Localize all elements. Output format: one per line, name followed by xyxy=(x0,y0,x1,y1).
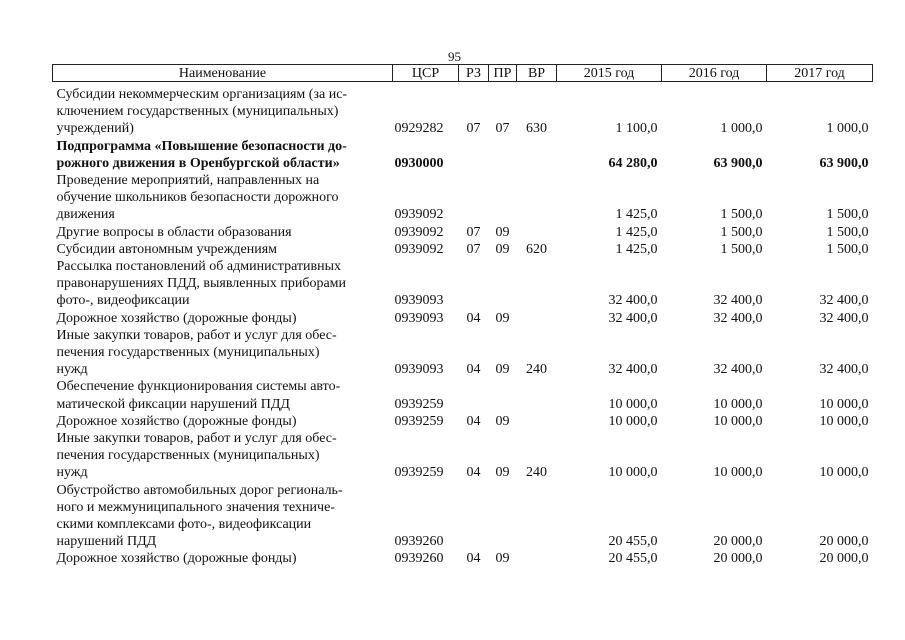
cell-pr: 09 xyxy=(495,465,510,481)
cell-2017: 32 400,0 xyxy=(819,293,869,309)
cell-2015: 10 000,0 xyxy=(608,396,658,412)
cell-vr xyxy=(517,550,557,567)
cell-vr xyxy=(517,224,557,241)
cell-csr: 0939260 xyxy=(394,534,444,550)
table-row xyxy=(53,224,873,241)
cell-name: Дорожное хозяйство (дорожные фонды) xyxy=(56,551,297,567)
table-row xyxy=(53,258,873,310)
cell-pr: 09 xyxy=(495,413,510,429)
cell-name: Обеспечение функционирования системы авто- матической фиксации нарушений ПДД xyxy=(56,379,341,412)
cell-rz xyxy=(459,138,489,172)
cell-2017: 10 000,0 xyxy=(819,396,869,412)
cell-pr xyxy=(489,138,517,172)
cell-csr: 0939092 xyxy=(394,224,444,240)
header-csr: ЦСР xyxy=(393,65,459,82)
cell-2017: 1 500,0 xyxy=(826,241,869,257)
table-row xyxy=(53,550,873,567)
cell-rz: 04 xyxy=(466,362,481,378)
cell-pr: 09 xyxy=(495,362,510,378)
cell-vr xyxy=(517,172,557,224)
cell-2015: 32 400,0 xyxy=(608,293,658,309)
cell-rz: 04 xyxy=(466,465,481,481)
cell-2016: 10 000,0 xyxy=(713,465,763,481)
header-vr: ВР xyxy=(517,65,557,82)
cell-pr: 09 xyxy=(495,310,510,326)
cell-csr: 0939092 xyxy=(394,241,444,257)
cell-name: Проведение мероприятий, направленных на обучение школьников безопасности дорожного движения xyxy=(56,173,339,223)
cell-2016: 1 500,0 xyxy=(720,241,763,257)
cell-vr xyxy=(517,310,557,327)
cell-2017: 20 000,0 xyxy=(819,534,869,550)
cell-csr: 0939093 xyxy=(394,362,444,378)
cell-csr: 0929282 xyxy=(394,121,444,137)
cell-rz: 04 xyxy=(466,310,481,326)
cell-2016: 1 500,0 xyxy=(720,224,763,240)
cell-2015: 1 425,0 xyxy=(615,241,658,257)
cell-name: Рассылка постановлений об административных правонарушениях ПДД, выявленных приборами фото-, видеофиксации xyxy=(56,259,347,309)
page-number: 95 xyxy=(448,49,461,64)
header-2016: 2016 год xyxy=(662,65,767,82)
cell-2016: 32 400,0 xyxy=(713,362,763,378)
cell-2016: 10 000,0 xyxy=(713,413,763,429)
header-rz: РЗ xyxy=(459,65,489,82)
cell-2015: 1 425,0 xyxy=(615,207,658,223)
cell-2015: 64 280,0 xyxy=(608,155,658,171)
cell-2017: 1 500,0 xyxy=(826,224,869,240)
cell-rz: 04 xyxy=(466,551,481,567)
header-2017: 2017 год xyxy=(767,65,873,82)
table-header-row xyxy=(53,65,873,82)
header-pr: ПР xyxy=(489,65,517,82)
cell-csr: 0939259 xyxy=(394,465,444,481)
cell-pr: 07 xyxy=(495,121,510,137)
cell-vr xyxy=(517,138,557,172)
cell-2015: 10 000,0 xyxy=(608,465,658,481)
cell-vr: 630 xyxy=(526,121,547,137)
cell-2015: 32 400,0 xyxy=(608,362,658,378)
cell-2016: 1 000,0 xyxy=(720,121,763,137)
cell-csr: 0939260 xyxy=(394,551,444,567)
cell-2017: 32 400,0 xyxy=(819,362,869,378)
cell-csr: 0939259 xyxy=(394,396,444,412)
cell-name: Подпрограмма «Повышение безопасности до- рожного движения в Оренбургской области» xyxy=(56,138,347,171)
budget-table xyxy=(52,64,873,568)
cell-2015: 10 000,0 xyxy=(608,413,658,429)
cell-csr: 0939093 xyxy=(394,310,444,326)
table-row xyxy=(53,413,873,430)
cell-rz xyxy=(459,172,489,224)
cell-rz: 07 xyxy=(466,224,481,240)
cell-name: Иные закупки товаров, работ и услуг для обес- печения государственных (муниципальных) нужд xyxy=(56,327,337,378)
cell-2017: 1 000,0 xyxy=(826,121,869,137)
cell-2017: 1 500,0 xyxy=(826,207,869,223)
cell-2016: 63 900,0 xyxy=(713,155,763,171)
cell-csr: 0939092 xyxy=(394,207,444,223)
cell-csr: 0930000 xyxy=(394,155,444,171)
cell-2016: 32 400,0 xyxy=(713,310,763,326)
table-row xyxy=(53,241,873,258)
table-row xyxy=(53,327,873,379)
cell-rz: 07 xyxy=(466,241,481,257)
cell-2015: 1 100,0 xyxy=(615,121,658,137)
table-row xyxy=(53,172,873,224)
cell-2015: 20 455,0 xyxy=(608,534,658,550)
cell-vr: 620 xyxy=(526,241,547,257)
cell-2016: 1 500,0 xyxy=(720,207,763,223)
cell-vr: 240 xyxy=(526,362,547,378)
table-body xyxy=(53,82,873,568)
cell-name: Другие вопросы в области образования xyxy=(56,224,292,240)
cell-2016: 20 000,0 xyxy=(713,534,763,550)
cell-rz xyxy=(459,482,489,551)
cell-csr: 0939093 xyxy=(394,293,444,309)
cell-pr xyxy=(489,378,517,412)
table-row xyxy=(53,482,873,551)
cell-pr: 09 xyxy=(495,224,510,240)
cell-pr: 09 xyxy=(495,241,510,257)
cell-vr: 240 xyxy=(526,465,547,481)
cell-rz: 07 xyxy=(466,121,481,137)
cell-2016: 10 000,0 xyxy=(713,396,763,412)
cell-2017: 32 400,0 xyxy=(819,310,869,326)
cell-name: Дорожное хозяйство (дорожные фонды) xyxy=(56,310,297,326)
table-row xyxy=(53,378,873,412)
cell-2017: 10 000,0 xyxy=(819,465,869,481)
cell-pr xyxy=(489,172,517,224)
cell-vr xyxy=(517,258,557,310)
cell-name: Субсидии некоммерческим организациям (за ис- ключением государственных (муниципальных) учреждений) xyxy=(56,87,348,137)
cell-pr xyxy=(489,482,517,551)
cell-pr: 09 xyxy=(495,551,510,567)
cell-vr xyxy=(517,378,557,412)
cell-pr xyxy=(489,258,517,310)
cell-2015: 32 400,0 xyxy=(608,310,658,326)
cell-2015: 20 455,0 xyxy=(608,551,658,567)
cell-vr xyxy=(517,413,557,430)
cell-2017: 63 900,0 xyxy=(819,155,869,171)
cell-rz xyxy=(459,258,489,310)
table-row xyxy=(53,430,873,482)
cell-2015: 1 425,0 xyxy=(615,224,658,240)
cell-2017: 10 000,0 xyxy=(819,413,869,429)
table-row xyxy=(53,82,873,138)
table-row xyxy=(53,138,873,172)
cell-name: Иные закупки товаров, работ и услуг для обес- печения государственных (муниципальных) нужд xyxy=(56,431,337,481)
cell-2016: 32 400,0 xyxy=(713,293,763,309)
cell-name: Субсидии автономным учреждениям xyxy=(56,241,278,257)
cell-2017: 20 000,0 xyxy=(819,551,869,567)
cell-csr: 0939259 xyxy=(394,413,444,429)
cell-2016: 20 000,0 xyxy=(713,551,763,567)
cell-rz: 04 xyxy=(466,413,481,429)
cell-rz xyxy=(459,378,489,412)
cell-name: Дорожное хозяйство (дорожные фонды) xyxy=(56,413,297,429)
cell-vr xyxy=(517,482,557,551)
header-2015: 2015 год xyxy=(557,65,662,82)
cell-name: Обустройство автомобильных дорог региональ- ного и межмуниципального значения техниче- скими комплексами фото-, видеофиксации нарушений ПДД xyxy=(56,482,343,550)
header-name: Наименование xyxy=(53,65,393,82)
table-row xyxy=(53,310,873,327)
